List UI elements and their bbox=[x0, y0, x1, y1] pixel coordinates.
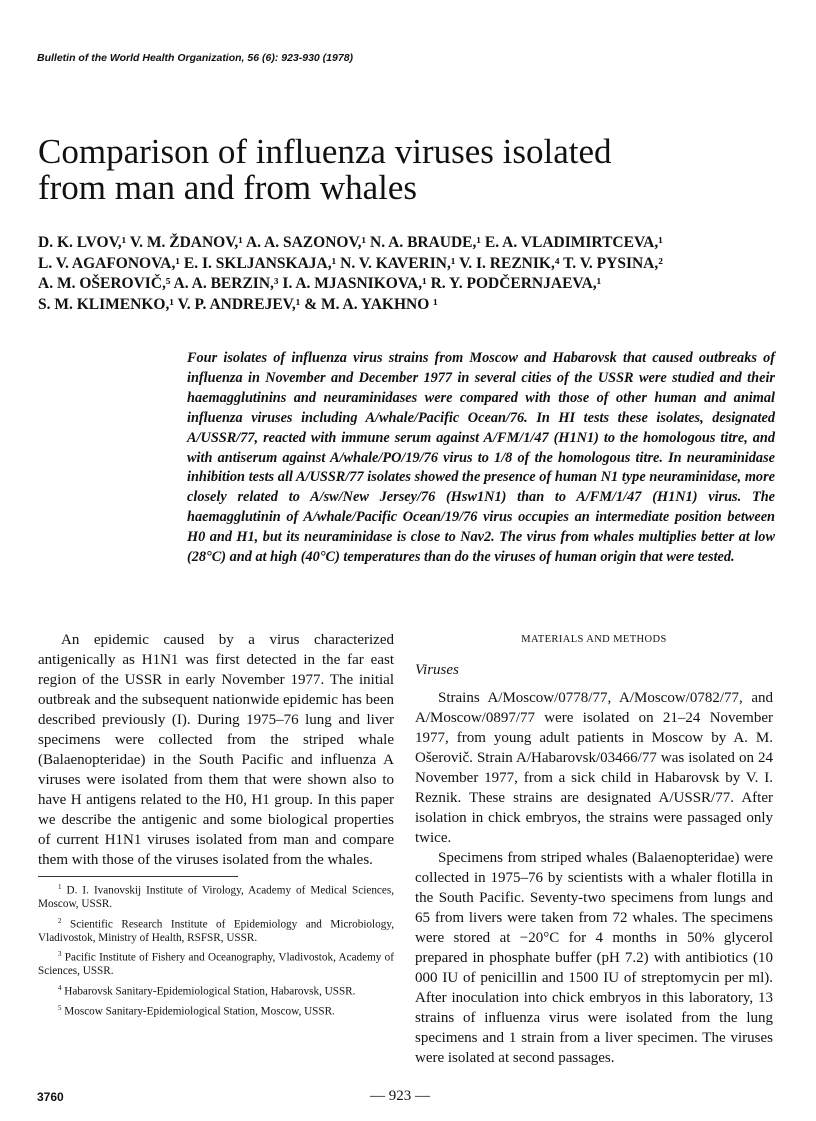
footnote bbox=[38, 1002, 394, 1019]
author-list bbox=[38, 233, 798, 315]
right-column bbox=[415, 630, 773, 1068]
footnote-mark: 3 bbox=[58, 950, 62, 959]
subsection-heading: Viruses bbox=[415, 662, 459, 678]
footnote-mark: 5 bbox=[58, 1003, 62, 1012]
journal-citation: Bulletin of the World Health Organization, 56 (6): 923-930 (1978) bbox=[37, 52, 354, 64]
footnote bbox=[38, 915, 394, 946]
author-line: D. K. LVOV,¹ V. M. ŽDANOV,¹ A. A. SAZONOV,¹ N. A. BRAUDE,¹ E. A. VLADIMIRTCEVA,¹ bbox=[38, 234, 663, 251]
page-number: — 923 — bbox=[370, 1088, 430, 1104]
section-heading: MATERIALS AND METHODS bbox=[521, 634, 667, 645]
footnote bbox=[38, 982, 394, 999]
title-line-1: Comparison of influenza viruses isolated bbox=[38, 132, 612, 171]
footnote-mark: 2 bbox=[58, 916, 62, 925]
footnote bbox=[38, 881, 394, 912]
abstract: Four isolates of influenza virus strains from Moscow and Habarovsk that caused outbreaks of influenza in November and December 1977 in several cities of the USSR were studied and their haemagglutinins and neuraminidases were compared with those of other human and animal influenza viruses including A/whale/Pacific Ocean/76. In HI tests these isolates, designated A/USSR/77, reacted with immune serum against A/FM/1/47 (H1N1) to the homologous titre, and with antiserum against A/whale/PO/19/76 virus to 1/8 of the homologous titre. In neuraminidase inhibition tests all A/USSR/77 isolates showed the presence of human N1 type neuraminidase, more closely related to A/sw/New Jersey/76 (Hsw1N1) than to A/FM/1/47 (H1N1) virus. The haemagglutinin of A/whale/Pacific Ocean/19/76 virus occupies an intermediate position between H0 and H1, but its neuraminidase is close to Nav2. The virus from whales multiplies better at low (28°C) and at high (40°C) temperatures than do the viruses of human origin that were tested. bbox=[187, 350, 775, 566]
footnote-mark: 1 bbox=[58, 883, 62, 891]
footnote-text: Moscow Sanitary-Epidemiological Station, Moscow, USSR. bbox=[64, 1005, 335, 1018]
footnote-mark: 4 bbox=[58, 983, 62, 992]
document-code: 3760 bbox=[37, 1090, 64, 1104]
intro-paragraph: An epidemic caused by a virus characterized antigenically as H1N1 was first detected in the far east region of the USSR in early November 1977. The initial outbreak and the subsequent nationwide epidemic has been described previously (I). During 1975–76 lung and liver specimens were collected from the striped whale (Balaenopteridae) in the South Pacific and influenza A viruses were isolated from them that were shown also to have H antigens related to the H0, H1 group. In this paper we describe the antigenic and some biological properties of current H1N1 viruses isolated from man and compare them with those of the viruses isolated from the whales. bbox=[38, 632, 394, 868]
body-paragraph: Specimens from striped whales (Balaenopteridae) were collected in 1975–76 by scientists with a whaler flotilla in the South Pacific. Seventy-two specimens from lungs and 65 from livers were taken from 72 whales. The specimens were stored at −20°C for 4 months in 50% glycerol prepared in phosphate buffer (pH 7.2) with antibiotics (10 000 IU of penicillin and 1500 IU of streptomycin per ml). After inoculation into chick embryos in this laboratory, 13 strains of influenza virus were isolated from the lung specimens and 1 strain from a liver specimen. The viruses were isolated at second passages. bbox=[415, 850, 773, 1066]
footnote-text: Scientific Research Institute of Epidemiology and Microbiology, Vladivostok, Ministry of Health, RSFSR, USSR. bbox=[38, 918, 394, 944]
footnote-text: Habarovsk Sanitary-Epidemiological Station, Habarovsk, USSR. bbox=[64, 985, 356, 998]
author-line: L. V. AGAFONOVA,¹ E. I. SKLJANSKAJA,¹ N. V. KAVERIN,¹ V. I. REZNIK,⁴ T. V. PYSINA,² bbox=[38, 254, 663, 272]
footnote bbox=[38, 948, 394, 979]
article-title bbox=[38, 134, 738, 206]
footnote-divider bbox=[38, 876, 238, 877]
author-line: S. M. KLIMENKO,¹ V. P. ANDREJEV,¹ & M. A. YAKHNO ¹ bbox=[38, 295, 438, 313]
title-line-2: from man and from whales bbox=[38, 168, 418, 207]
author-line: A. M. OŠEROVIČ,⁵ A. A. BERZIN,³ I. A. MJASNIKOVA,¹ R. Y. PODČERNJAEVA,¹ bbox=[38, 275, 602, 292]
left-column bbox=[38, 630, 394, 870]
body-paragraph: Strains A/Moscow/0778/77, A/Moscow/0782/77, and A/Moscow/0897/77 were isolated on 21–24 November 1977, from young adult patients in Moscow by A. M. Ošerovič. Strain A/Habarovsk/03466/77 was isolated on 24 November 1977, from a sick child in Habarovsk by V. I. Reznik. These strains are designated A/USSR/77. After isolation in chick embryos, the strains were passaged only twice. bbox=[415, 690, 773, 846]
footnotes bbox=[38, 881, 394, 1022]
footnote-text: D. I. Ivanovskij Institute of Virology, Academy of Medical Sciences, Moscow, USSR. bbox=[38, 884, 394, 911]
footnote-text: Pacific Institute of Fishery and Oceanography, Vladivostok, Academy of Sciences, USSR. bbox=[38, 951, 395, 978]
